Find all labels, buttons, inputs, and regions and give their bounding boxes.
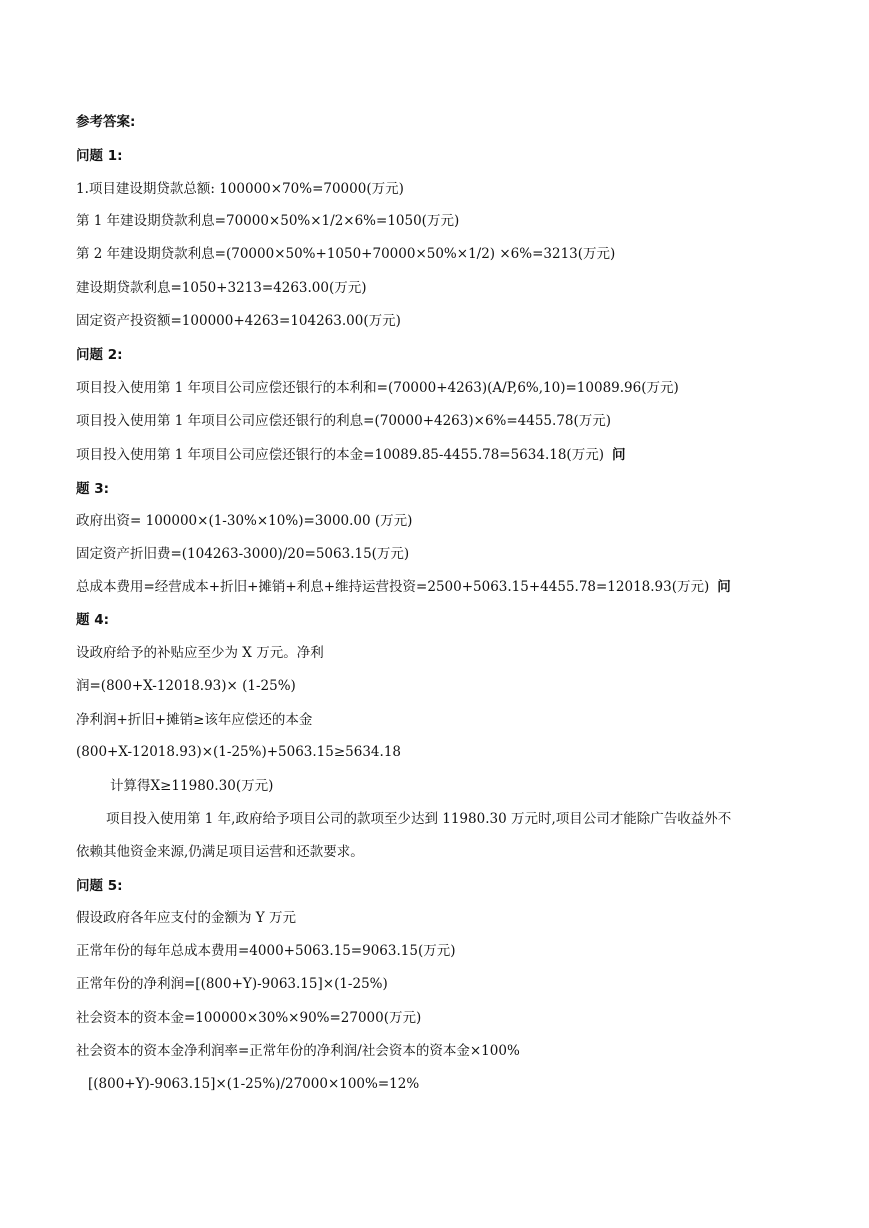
q4-line-1: 设政府给予的补贴应至少为 X 万元。净利 [76,645,324,661]
q4-line-6: 项目投入使用第 1 年,政府给予项目公司的款项至少达到 11980.30 万元时,项目公司才能除广告收益外不 [106,811,732,827]
q1-line-2: 第 1 年建设期贷款利息=70000×50%×1/2×6%=1050(万元) [76,213,460,229]
question-2-title: 问题 2: [76,347,123,363]
q1-line-5: 固定资产投资额=100000+4263=104263.00(万元) [76,313,401,329]
q4-line-7: 依赖其他资金来源,仍满足项目运营和还款要求。 [76,844,364,860]
q5-line-2: 正常年份的每年总成本费用=4000+5063.15=9063.15(万元) [76,943,456,959]
question-4-title: 题 4: [76,612,109,628]
answer-heading: 参考答案: [76,114,136,130]
q3-line-1: 政府出资= 100000×(1-30%×10%)=3000.00 (万元) [76,513,413,529]
q1-line-1: 1.项目建设期贷款总额: 100000×70%=70000(万元) [76,181,404,197]
q4-line-2: 润=(800+X-12018.93)× (1-25%) [76,678,296,694]
q5-line-5: 社会资本的资本金净利润率=正常年份的净利润/社会资本的资本金×100% [76,1043,520,1059]
q1-line-3: 第 2 年建设期贷款利息=(70000×50%+1050+70000×50%×1/2) ×6%=3213(万元) [76,246,616,262]
question-1-title: 问题 1: [76,148,123,164]
question-3-title: 题 3: [76,481,109,497]
question-5-title: 问题 5: [76,878,123,894]
q3-tail: 问 [717,579,731,595]
q5-line-3: 正常年份的净利润=[(800+Y)-9063.15]×(1-25%) [76,976,388,992]
q5-line-1: 假设政府各年应支付的金额为 Y 万元 [76,910,296,926]
q1-line-4: 建设期贷款利息=1050+3213=4263.00(万元) [76,280,367,296]
q2-line-3-text: 项目投入使用第 1 年项目公司应偿还银行的本金=10089.85-4455.78=5634.18(万元) [76,447,604,463]
q2-line-2: 项目投入使用第 1 年项目公司应偿还银行的利息=(70000+4263)×6%=4455.78(万元) [76,413,612,429]
q3-line-2: 固定资产折旧费=(104263-3000)/20=5063.15(万元) [76,546,410,562]
q2-line-3 [76,446,625,464]
q4-line-4: (800+X-12018.93)×(1-25%)+5063.15≥5634.18 [76,744,401,760]
q2-line-1: 项目投入使用第 1 年项目公司应偿还银行的本利和=(70000+4263)(A/P,6%,10)=10089.96(万元) [76,380,679,396]
q5-line-4: 社会资本的资本金=100000×30%×90%=27000(万元) [76,1010,422,1026]
q5-line-6: [(800+Y)-9063.15]×(1-25%)/27000×100%=12% [88,1076,420,1092]
q3-line-3-text: 总成本费用=经营成本+折旧+摊销+利息+维持运营投资=2500+5063.15+4455.78=12018.93(万元) [76,579,710,595]
q3-line-3 [76,578,731,596]
q2-tail: 问 [611,447,626,463]
q4-line-5: 计算得X≥11980.30(万元) [110,778,274,794]
q4-line-3: 净利润+折旧+摊销≥该年应偿还的本金 [76,712,313,728]
